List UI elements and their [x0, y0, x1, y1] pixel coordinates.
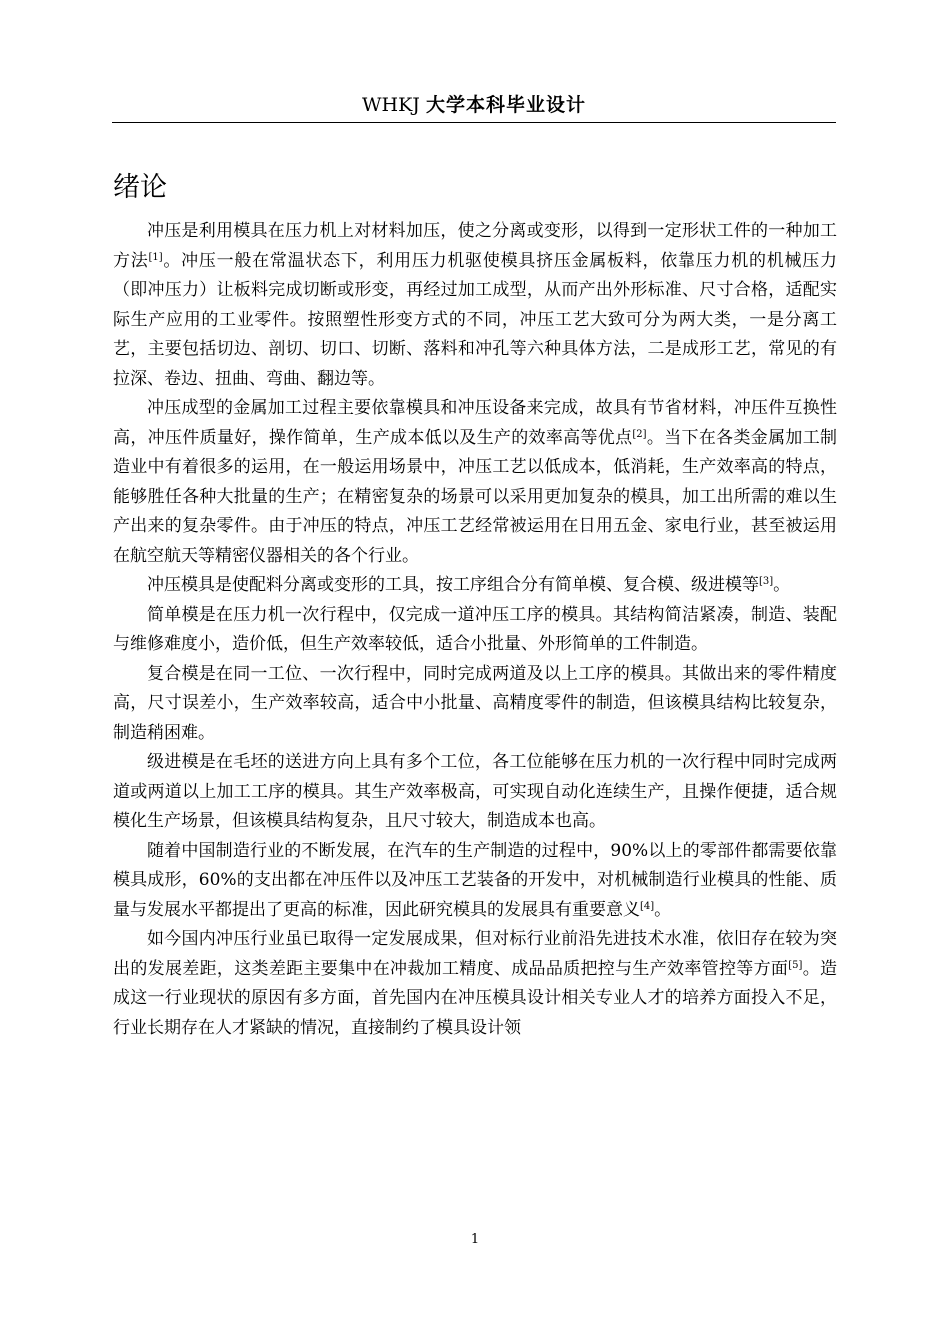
paragraph-text: 。当下在各类金属加工制造业中有着很多的运用，在一般运用场景中，冲压工艺以低成本，低消耗，生产效率高的特点，能够胜任各种大批量的生产；在精密复杂的场景可以采用更加复杂的模具，加工出所需的难以生产出来的复杂零件。由于冲压的特点，冲压工艺经常被运用在日用五金、家电行业，甚至被运用在航空航天等精密仪器相关的各个行业。 — [113, 427, 838, 566]
paragraph — [113, 748, 837, 837]
citation-ref: [1] — [148, 251, 163, 263]
running-header — [112, 92, 836, 123]
citation-ref: [2] — [632, 428, 647, 440]
paragraph-text: 复合模是在同一工位、一次行程中，同时完成两道及以上工序的模具。其做出来的零件精度高，尺寸误差小，生产效率较高，适合中小批量、高精度零件的制造，但该模具结构比较复杂，制造稍困难。 — [113, 663, 837, 743]
paragraph-text: 。 — [654, 899, 672, 920]
chapter-title: 绪论 — [113, 172, 167, 203]
citation-ref: [3] — [759, 576, 774, 587]
body-text — [113, 217, 837, 1043]
paragraph — [113, 925, 837, 1043]
citation-ref: [4] — [640, 900, 655, 912]
paragraph — [113, 571, 837, 601]
paragraph-text: 简单模是在压力机一次行程中，仅完成一道冲压工序的模具。其结构简洁紧凑，制造、装配与维修难度小，造价低，但生产效率较低，适合小批量、外形简单的工件制造。 — [113, 604, 837, 654]
paragraph — [113, 394, 837, 571]
header-prefix: WHKJ — [362, 94, 426, 116]
paragraph-text: 如今国内冲压行业虽已取得一定发展成果，但对标行业前沿先进技术水准，依旧存在较为突出的发展差距，这类差距主要集中在冲裁加工精度、成品品质把控与生产效率管控等方面 — [113, 929, 837, 979]
paragraph-text: 冲压模具是使配料分离或变形的工具，按工序组合分有简单模、复合模、级进模等 — [147, 575, 759, 595]
paragraph-text: 。 — [773, 575, 791, 595]
paragraph-text: 随着中国制造行业的不断发展，在汽车的生产制造的过程中，90%以上的零部件都需要依靠模具成形，60%的支出都在冲压件以及冲压工艺装备的开发中，对机械制造行业模具的性能、质量与发展水平都提出了更高的标准，因此研究模具的发展具有重要意义 — [113, 840, 837, 920]
paragraph-text: 级进模是在毛坯的送进方向上具有多个工位，各工位能够在压力机的一次行程中同时完成两道或两道以上加工工序的模具。其生产效率极高，可实现自动化连续生产，且操作便捷，适合规模化生产场景，但该模具结构复杂，且尺寸较大，制造成本也高。 — [113, 752, 837, 831]
paragraph-text: 。造成这一行业现状的原因有多方面，首先国内在冲压模具设计相关专业人才的培养方面投入不足，行业长期存在人才紧缺的情况，直接制约了模具设计领 — [113, 958, 838, 1038]
paragraph — [113, 601, 837, 660]
paragraph — [113, 660, 837, 749]
paragraph — [113, 837, 837, 926]
citation-ref: [5] — [788, 959, 803, 971]
paragraph-text: 冲压成型的金属加工过程主要依靠模具和冲压设备来完成，故具有节省材料，冲压件互换性高，冲压件质量好，操作简单，生产成本低以及生产的效率高等优点 — [113, 398, 837, 448]
paragraph — [113, 217, 837, 394]
page-number: 1 — [470, 1232, 480, 1247]
paragraph-text: 冲压是利用模具在压力机上对材料加压，使之分离或变形，以得到一定形状工件的一种加工方法 — [113, 221, 837, 271]
paragraph-text: 。冲压一般在常温状态下，利用压力机驱使模具挤压金属板料，依靠压力机的机械压力（即冲压力）让板料完成切断或形变，再经过加工成型，从而产出外形标准、尺寸合格，适配实际生产应用的工业零件。按照塑性形变方式的不同，冲压工艺大致可分为两大类，一是分离工艺，主要包括切边、剖切、切口、切断、落料和冲孔等六种具体方法，二是成形工艺，常见的有拉深、卷边、扭曲、弯曲、翻边等。 — [113, 250, 838, 389]
header-title: 大学本科毕业设计 — [425, 94, 586, 116]
